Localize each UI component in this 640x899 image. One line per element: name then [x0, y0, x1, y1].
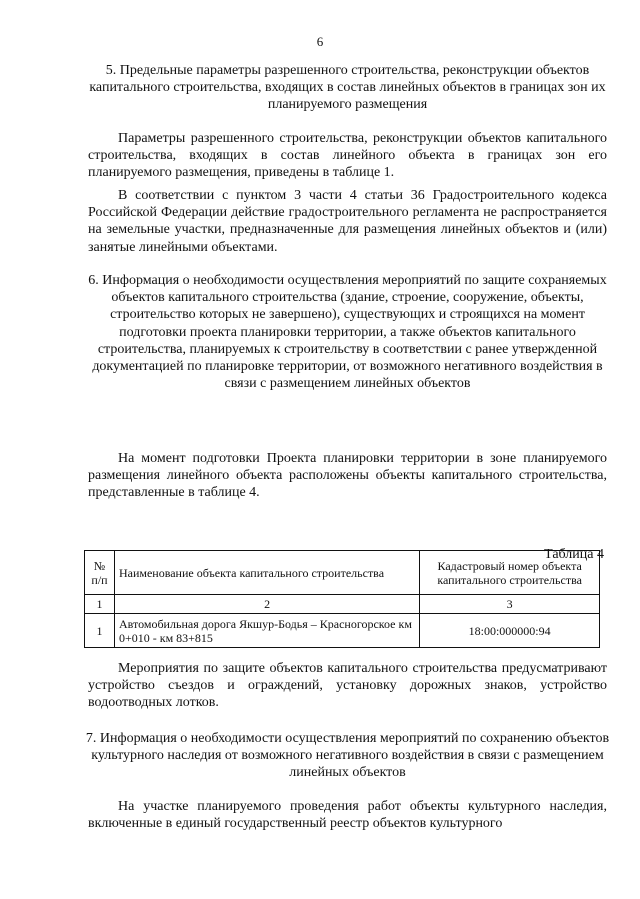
- page-number: 6: [316, 34, 324, 49]
- header-cell-number: № п/п: [85, 551, 115, 595]
- section-6-heading: 6. Информация о необходимости осуществления мероприятий по защите сохраняемых объектов капитального строительства (здание, строение, сооружение, объекты, строительство которых не завершено), существующих и строящихся на момент подготовки проекта планировки территории, а также объектов капитального строительства, планируемых к строительству в соответствии с ранее утвержденной документацией по планировке территории, от возможного негативного воздействия в связи с размещением линейных объектов: [88, 273, 607, 392]
- table-4-caption: Таблица 4: [544, 547, 604, 562]
- column-number-cell: 1: [85, 595, 115, 614]
- table-header-row: [85, 551, 600, 595]
- header-cell-cadastral: Кадастровый номер объекта капитального строительства: [420, 551, 600, 595]
- table-row: [85, 614, 600, 648]
- column-number-cell: 2: [114, 595, 419, 614]
- cadastral-number-cell: 18:00:000000:94: [420, 614, 600, 648]
- table-column-numbering-row: [85, 595, 600, 614]
- section-5-paragraph-2: В соответствии с пунктом 3 части 4 статьи 36 Градостроительного кодекса Российской Федерации действие градостроительного регламента не распространяется на земельные участки, предназначенные для размещения линейных объектов и (или) занятые линейными объектами.: [88, 188, 607, 255]
- section-7-heading: 7. Информация о необходимости осуществления мероприятий по сохранению объектов культурного наследия от возможного негативного воздействия в связи с размещением линейных объектов: [85, 731, 610, 781]
- section-5-paragraph-1: Параметры разрешенного строительства, реконструкции объектов капитального строительства, входящих в состав линейного объекта в границах зон его планируемого размещения, приведены в таблице 1.: [88, 131, 607, 181]
- column-number-cell: 3: [420, 595, 600, 614]
- section-6-paragraph-2: Мероприятия по защите объектов капитального строительства предусматривают устройство съездов и ограждений, установку дорожных знаков, устройство водоотводных лотков.: [88, 661, 607, 711]
- object-name-cell: Автомобильная дорога Якшур-Бодья – Красногорское км 0+010 - км 83+815: [114, 614, 419, 648]
- header-cell-name: Наименование объекта капитального строительства: [114, 551, 419, 595]
- row-number-cell: 1: [85, 614, 115, 648]
- section-7-paragraph-1: На участке планируемого проведения работ объекты культурного наследия, включенные в единый государственный реестр объектов культурного: [88, 799, 607, 832]
- section-5-heading: 5. Предельные параметры разрешенного строительства, реконструкции объектов капитального строительства, входящих в состав линейных объектов в границах зон их планируемого размещения: [89, 63, 606, 113]
- section-6-paragraph-1: На момент подготовки Проекта планировки территории в зоне планируемого размещения линейного объекта расположены объекты капитального строительства, представленные в таблице 4.: [88, 451, 607, 501]
- table-4: [84, 550, 600, 648]
